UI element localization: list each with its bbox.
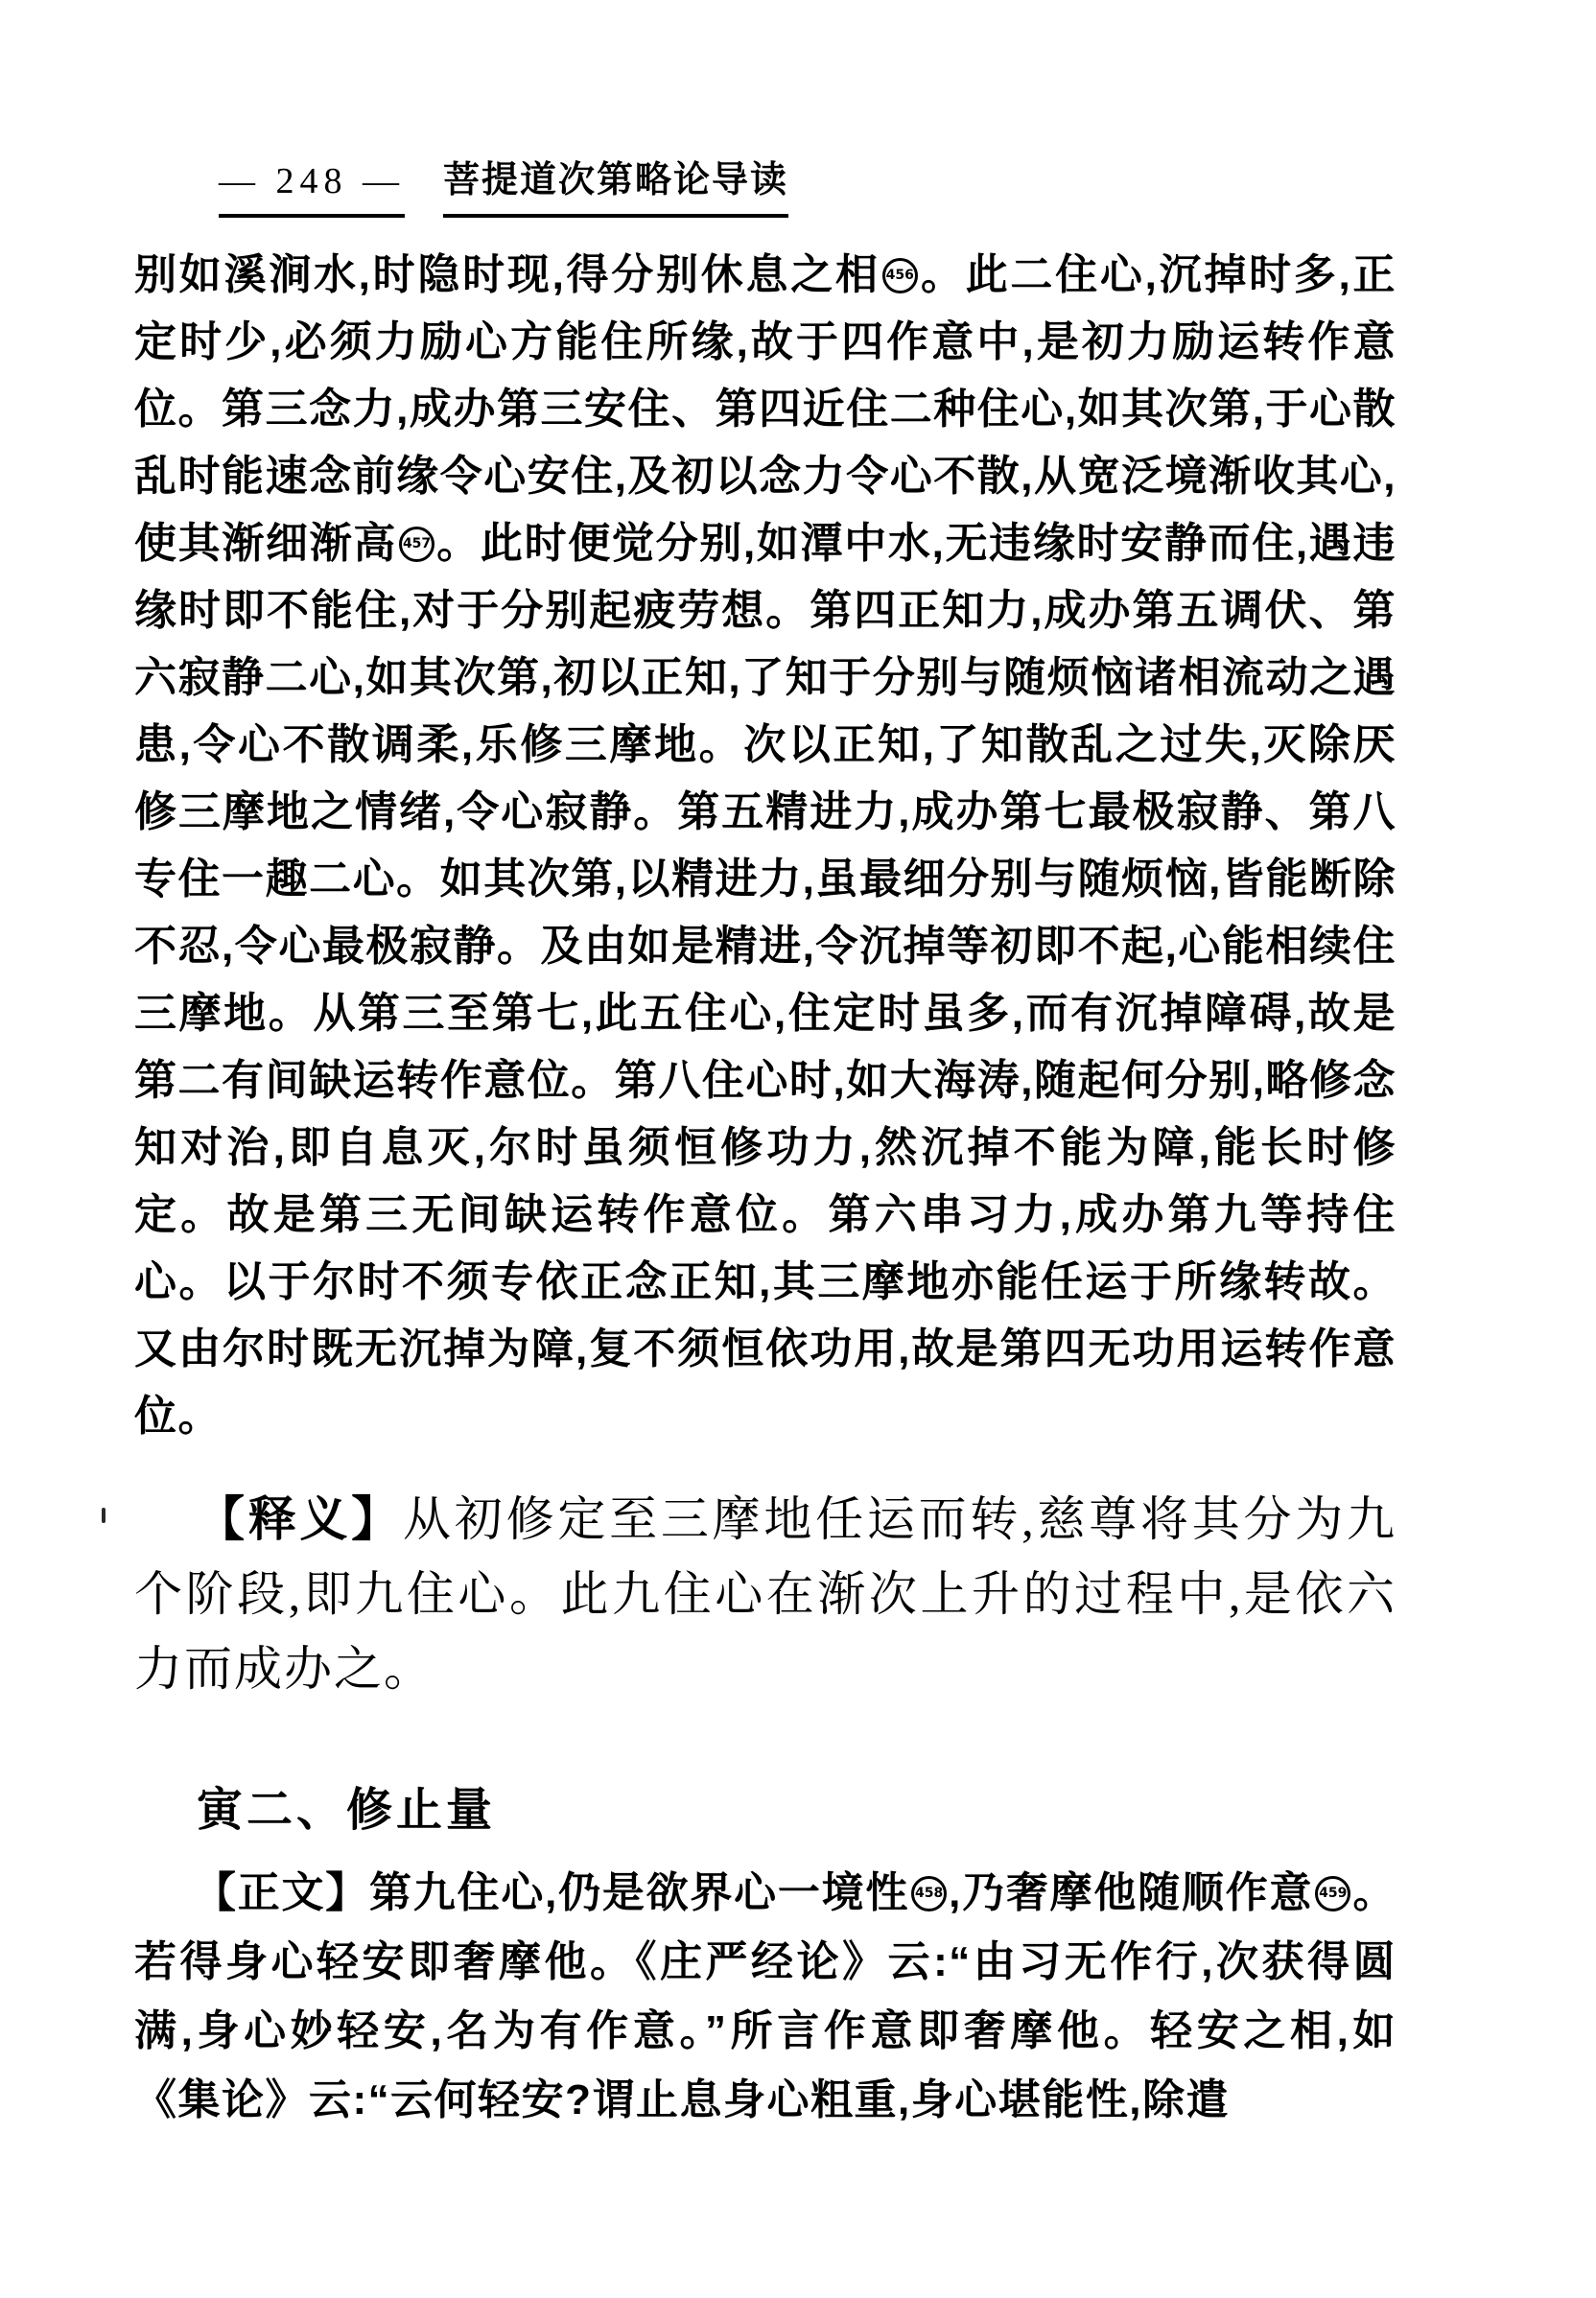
text-run: 从初修定至三摩地任运而转,慈尊将其分为九个阶段,即九住心。此九住心在渐次上升的过程中,是依六力而成办之。 <box>134 1492 1397 1696</box>
zhengwen-label: 【正文】 <box>194 1869 370 1916</box>
text-run: 。此二住心,沉掉时多,正定时少,必须力励心方能住所缘,故于四作意中,是初力励运转作意位。第三念力,成办第三安住、第四近住二种住心,如其次第,于心散乱时能速念前缘令心安住,及初以念力令心不散,从宽泛境渐收其心,使其渐细渐高 <box>134 251 1397 567</box>
paragraph-main-text-continuation <box>134 242 1396 1450</box>
page-number: — 248 — <box>219 160 405 218</box>
footnote-marker-459: 459 <box>1315 1876 1350 1911</box>
shiyi-label: 【释义】 <box>197 1492 404 1546</box>
footnote-marker-456: 456 <box>882 258 918 293</box>
paragraph-shiyi <box>134 1482 1396 1706</box>
paragraph-zhengwen <box>134 1859 1396 2135</box>
section-heading: 寅二、修止量 <box>197 1785 497 1836</box>
footnote-marker-458: 458 <box>911 1876 947 1911</box>
book-title: 菩提道次第略论导读 <box>443 150 788 218</box>
text-run: 别如溪涧水,时隐时现,得分别休息之相 <box>134 251 880 298</box>
text-run: 。此时便觉分别,如潭中水,无违缘时安静而住,遇违缘时即不能住,对于分别起疲劳想。第四正知力,成办第五调伏、第六寂静二心,如其次第,初以正知,了知于分别与随烦恼诸相流动之遇患,令心不散调柔,乐修三摩地。次以正知,了知散乱之过失,灭除厌修三摩地之情绪,令心寂静。第五精进力,成办第七最极寂静、第八专住一趣二心。如其次第,以精进力,虽最细分别与随烦恼,皆能断除不忍,令心最极寂静。及由如是精进,令沉掉等初即不起,心能相续住三摩地。从第三至第七,此五住心,住定时虽多,而有沉掉障碍,故是第二有间缺运转作意位。第八住心时,如大海涛,随起何分别,略修念知对治,即自息灭,尔时虽须恒修功力,然沉掉不能为障,能长时修定。故是第三无间缺运转作意位。第六串习力,成办第九等持住心。以于尔时不须专依正念正知,其三摩地亦能任运于所缘转故。又由尔时既无沉掉为障,复不须恒依功用,故是第四无功用运转作意位。 <box>134 520 1396 1440</box>
text-run: ,乃奢摩他随顺作意 <box>949 1869 1314 1916</box>
text-run: 。若得身心轻安即奢摩他。《庄严经论》云:“由习无作行,次获得圆满,身心妙轻安,名为有作意。”所言作意即奢摩他。轻安之相,如《集论》云:“云何轻安?谓止息身心粗重,身心堪能性,除遣 <box>134 1869 1396 2123</box>
text-run: 第九住心,仍是欲界心一境性 <box>369 1869 910 1916</box>
scan-artifact <box>102 1508 106 1523</box>
footnote-marker-457: 457 <box>399 527 434 562</box>
page-header <box>219 150 788 218</box>
